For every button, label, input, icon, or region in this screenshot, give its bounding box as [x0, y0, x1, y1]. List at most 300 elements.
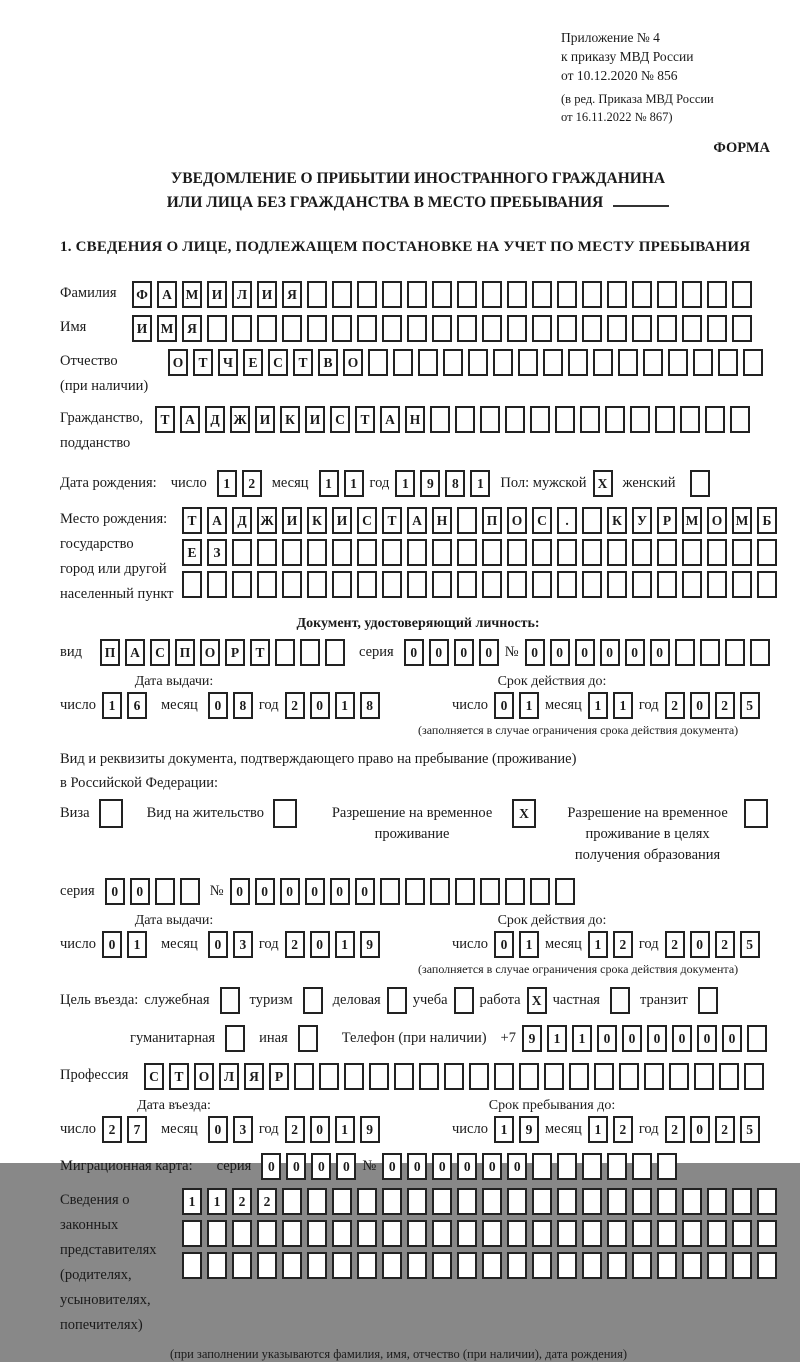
char-cell[interactable]: 2 — [613, 1116, 633, 1143]
id-expiry-day-cells[interactable] — [494, 692, 539, 719]
char-cell[interactable] — [530, 878, 550, 905]
char-cell[interactable] — [207, 1252, 227, 1279]
char-cell[interactable]: И — [255, 406, 275, 433]
sex-female-checkbox[interactable] — [690, 470, 710, 497]
purpose-transit-checkbox[interactable] — [698, 987, 718, 1014]
char-cell[interactable]: 0 — [722, 1025, 742, 1052]
char-cell[interactable] — [307, 315, 327, 342]
char-cell[interactable]: Л — [219, 1063, 239, 1090]
char-cell[interactable] — [532, 1153, 552, 1180]
char-cell[interactable]: 6 — [127, 692, 147, 719]
char-cell[interactable]: 1 — [207, 1188, 227, 1215]
migration-number-cells[interactable] — [382, 1153, 677, 1180]
char-cell[interactable]: С — [268, 349, 288, 376]
citizenship-cells[interactable] — [155, 406, 750, 433]
char-cell[interactable]: М — [182, 281, 202, 308]
char-cell[interactable] — [282, 539, 302, 566]
char-cell[interactable]: О — [194, 1063, 214, 1090]
char-cell[interactable] — [682, 1220, 702, 1247]
char-cell[interactable]: 0 — [479, 639, 499, 666]
char-cell[interactable] — [407, 539, 427, 566]
char-cell[interactable] — [593, 349, 613, 376]
char-cell[interactable] — [99, 799, 123, 828]
residence-issue-day-cells[interactable] — [102, 931, 147, 958]
id-issue-year-cells[interactable] — [285, 692, 380, 719]
char-cell[interactable]: У — [632, 507, 652, 534]
purpose-other-checkbox[interactable] — [298, 1025, 318, 1052]
char-cell[interactable] — [507, 539, 527, 566]
char-cell[interactable] — [482, 571, 502, 598]
char-cell[interactable] — [180, 878, 200, 905]
char-cell[interactable]: 1 — [395, 470, 415, 497]
char-cell[interactable]: В — [318, 349, 338, 376]
char-cell[interactable]: И — [305, 406, 325, 433]
char-cell[interactable] — [282, 1188, 302, 1215]
char-cell[interactable]: Б — [757, 507, 777, 534]
birth-year-cells[interactable] — [395, 470, 490, 497]
char-cell[interactable] — [482, 1252, 502, 1279]
char-cell[interactable]: 9 — [360, 931, 380, 958]
char-cell[interactable] — [530, 406, 550, 433]
residence-expiry-year-cells[interactable] — [665, 931, 760, 958]
char-cell[interactable] — [368, 349, 388, 376]
char-cell[interactable]: 0 — [208, 931, 228, 958]
char-cell[interactable] — [357, 281, 377, 308]
char-cell[interactable] — [657, 1188, 677, 1215]
char-cell[interactable] — [690, 470, 710, 497]
char-cell[interactable]: А — [125, 639, 145, 666]
char-cell[interactable] — [382, 539, 402, 566]
id-issue-day-cells[interactable] — [102, 692, 147, 719]
char-cell[interactable]: 1 — [588, 931, 608, 958]
char-cell[interactable] — [757, 571, 777, 598]
char-cell[interactable]: Т — [250, 639, 270, 666]
char-cell[interactable]: М — [682, 507, 702, 534]
char-cell[interactable]: С — [532, 507, 552, 534]
char-cell[interactable] — [257, 571, 277, 598]
char-cell[interactable] — [455, 878, 475, 905]
char-cell[interactable] — [432, 281, 452, 308]
char-cell[interactable] — [582, 1188, 602, 1215]
char-cell[interactable]: 1 — [588, 1116, 608, 1143]
char-cell[interactable]: Д — [205, 406, 225, 433]
char-cell[interactable] — [693, 349, 713, 376]
char-cell[interactable] — [282, 571, 302, 598]
char-cell[interactable] — [482, 1188, 502, 1215]
char-cell[interactable]: С — [144, 1063, 164, 1090]
char-cell[interactable] — [220, 987, 240, 1014]
char-cell[interactable] — [325, 639, 345, 666]
char-cell[interactable]: 1 — [335, 692, 355, 719]
char-cell[interactable]: К — [607, 507, 627, 534]
char-cell[interactable]: Т — [355, 406, 375, 433]
char-cell[interactable]: 5 — [740, 1116, 760, 1143]
char-cell[interactable] — [743, 349, 763, 376]
char-cell[interactable] — [332, 315, 352, 342]
char-cell[interactable]: 0 — [690, 931, 710, 958]
char-cell[interactable]: С — [150, 639, 170, 666]
char-cell[interactable]: 1 — [613, 692, 633, 719]
profession-cells[interactable] — [144, 1063, 764, 1090]
char-cell[interactable] — [632, 571, 652, 598]
char-cell[interactable]: 2 — [665, 692, 685, 719]
char-cell[interactable]: О — [507, 507, 527, 534]
char-cell[interactable]: . — [557, 507, 577, 534]
char-cell[interactable] — [657, 315, 677, 342]
char-cell[interactable] — [430, 878, 450, 905]
char-cell[interactable]: 0 — [208, 1116, 228, 1143]
char-cell[interactable] — [669, 1063, 689, 1090]
char-cell[interactable] — [357, 571, 377, 598]
char-cell[interactable]: А — [407, 507, 427, 534]
char-cell[interactable] — [319, 1063, 339, 1090]
char-cell[interactable] — [507, 1252, 527, 1279]
char-cell[interactable] — [232, 315, 252, 342]
char-cell[interactable] — [557, 571, 577, 598]
char-cell[interactable] — [719, 1063, 739, 1090]
patronymic-cells[interactable] — [168, 349, 763, 376]
char-cell[interactable]: 9 — [522, 1025, 542, 1052]
char-cell[interactable] — [682, 281, 702, 308]
char-cell[interactable] — [732, 281, 752, 308]
char-cell[interactable] — [405, 878, 425, 905]
char-cell[interactable] — [682, 539, 702, 566]
legal-rep-row1-cells[interactable] — [182, 1188, 777, 1215]
char-cell[interactable] — [207, 315, 227, 342]
char-cell[interactable] — [369, 1063, 389, 1090]
purpose-business-checkbox[interactable] — [387, 987, 407, 1014]
sex-male-checkbox[interactable] — [593, 470, 613, 497]
char-cell[interactable] — [282, 1220, 302, 1247]
char-cell[interactable] — [707, 571, 727, 598]
char-cell[interactable]: Т — [193, 349, 213, 376]
char-cell[interactable] — [394, 1063, 414, 1090]
char-cell[interactable] — [332, 281, 352, 308]
char-cell[interactable] — [607, 1220, 627, 1247]
char-cell[interactable] — [455, 406, 475, 433]
char-cell[interactable] — [307, 571, 327, 598]
char-cell[interactable] — [725, 639, 745, 666]
residence-number-cells[interactable] — [230, 878, 575, 905]
char-cell[interactable]: 2 — [257, 1188, 277, 1215]
purpose-humanitarian-checkbox[interactable] — [225, 1025, 245, 1052]
char-cell[interactable] — [307, 1188, 327, 1215]
char-cell[interactable]: М — [157, 315, 177, 342]
char-cell[interactable]: 2 — [613, 931, 633, 958]
char-cell[interactable]: Т — [169, 1063, 189, 1090]
char-cell[interactable] — [507, 571, 527, 598]
char-cell[interactable] — [505, 878, 525, 905]
char-cell[interactable]: 1 — [494, 1116, 514, 1143]
char-cell[interactable]: 0 — [650, 639, 670, 666]
char-cell[interactable] — [582, 1153, 602, 1180]
char-cell[interactable] — [344, 1063, 364, 1090]
entry-day-cells[interactable] — [102, 1116, 147, 1143]
char-cell[interactable]: 1 — [519, 931, 539, 958]
char-cell[interactable] — [432, 1220, 452, 1247]
char-cell[interactable]: С — [357, 507, 377, 534]
char-cell[interactable] — [225, 1025, 245, 1052]
char-cell[interactable] — [707, 1252, 727, 1279]
char-cell[interactable] — [443, 349, 463, 376]
phone-cells[interactable] — [522, 1025, 767, 1052]
char-cell[interactable]: 1 — [344, 470, 364, 497]
char-cell[interactable] — [232, 571, 252, 598]
char-cell[interactable]: 2 — [242, 470, 262, 497]
char-cell[interactable]: 0 — [255, 878, 275, 905]
char-cell[interactable]: 9 — [519, 1116, 539, 1143]
char-cell[interactable] — [257, 1252, 277, 1279]
char-cell[interactable] — [257, 315, 277, 342]
purpose-tourism-checkbox[interactable] — [303, 987, 323, 1014]
char-cell[interactable]: 5 — [740, 692, 760, 719]
char-cell[interactable]: 2 — [715, 931, 735, 958]
id-number-cells[interactable] — [525, 639, 770, 666]
char-cell[interactable] — [444, 1063, 464, 1090]
birth-day-cells[interactable] — [217, 470, 262, 497]
char-cell[interactable] — [607, 1188, 627, 1215]
char-cell[interactable]: 1 — [127, 931, 147, 958]
char-cell[interactable] — [568, 349, 588, 376]
char-cell[interactable] — [382, 1252, 402, 1279]
char-cell[interactable] — [482, 315, 502, 342]
temp-residence-checkbox[interactable] — [512, 799, 536, 828]
char-cell[interactable]: П — [175, 639, 195, 666]
char-cell[interactable]: 0 — [305, 878, 325, 905]
surname-cells[interactable] — [132, 281, 752, 308]
char-cell[interactable] — [718, 349, 738, 376]
visa-checkbox[interactable] — [99, 799, 123, 828]
char-cell[interactable]: X — [527, 987, 547, 1014]
char-cell[interactable] — [480, 406, 500, 433]
char-cell[interactable]: И — [207, 281, 227, 308]
char-cell[interactable]: Е — [243, 349, 263, 376]
char-cell[interactable] — [357, 1252, 377, 1279]
char-cell[interactable] — [232, 1220, 252, 1247]
char-cell[interactable] — [307, 281, 327, 308]
char-cell[interactable] — [582, 281, 602, 308]
char-cell[interactable] — [557, 281, 577, 308]
char-cell[interactable] — [750, 639, 770, 666]
char-cell[interactable] — [457, 281, 477, 308]
char-cell[interactable]: 2 — [715, 1116, 735, 1143]
char-cell[interactable]: О — [168, 349, 188, 376]
char-cell[interactable] — [757, 1188, 777, 1215]
char-cell[interactable] — [518, 349, 538, 376]
char-cell[interactable] — [273, 799, 297, 828]
char-cell[interactable]: Ж — [230, 406, 250, 433]
char-cell[interactable] — [407, 1188, 427, 1215]
char-cell[interactable] — [557, 1252, 577, 1279]
char-cell[interactable]: П — [482, 507, 502, 534]
char-cell[interactable]: 0 — [330, 878, 350, 905]
char-cell[interactable]: 1 — [102, 692, 122, 719]
char-cell[interactable]: И — [332, 507, 352, 534]
char-cell[interactable] — [632, 1252, 652, 1279]
char-cell[interactable]: Д — [232, 507, 252, 534]
char-cell[interactable]: Т — [382, 507, 402, 534]
char-cell[interactable]: 8 — [445, 470, 465, 497]
char-cell[interactable] — [457, 1188, 477, 1215]
char-cell[interactable]: 1 — [547, 1025, 567, 1052]
char-cell[interactable] — [732, 1188, 752, 1215]
char-cell[interactable]: О — [343, 349, 363, 376]
char-cell[interactable] — [532, 315, 552, 342]
char-cell[interactable] — [457, 539, 477, 566]
char-cell[interactable] — [582, 539, 602, 566]
char-cell[interactable]: 0 — [429, 639, 449, 666]
char-cell[interactable] — [419, 1063, 439, 1090]
residence-series-cells[interactable] — [105, 878, 200, 905]
char-cell[interactable]: 5 — [740, 931, 760, 958]
char-cell[interactable]: Я — [282, 281, 302, 308]
char-cell[interactable]: 1 — [319, 470, 339, 497]
char-cell[interactable]: 2 — [232, 1188, 252, 1215]
char-cell[interactable] — [407, 1252, 427, 1279]
char-cell[interactable] — [494, 1063, 514, 1090]
char-cell[interactable]: 0 — [310, 931, 330, 958]
char-cell[interactable] — [619, 1063, 639, 1090]
char-cell[interactable] — [275, 639, 295, 666]
char-cell[interactable] — [432, 539, 452, 566]
char-cell[interactable] — [705, 406, 725, 433]
char-cell[interactable] — [707, 315, 727, 342]
migration-series-cells[interactable] — [261, 1153, 356, 1180]
char-cell[interactable] — [207, 1220, 227, 1247]
char-cell[interactable] — [382, 315, 402, 342]
char-cell[interactable]: 0 — [404, 639, 424, 666]
birth-month-cells[interactable] — [319, 470, 364, 497]
char-cell[interactable]: 1 — [470, 470, 490, 497]
char-cell[interactable] — [332, 571, 352, 598]
char-cell[interactable] — [682, 315, 702, 342]
char-cell[interactable] — [332, 1252, 352, 1279]
char-cell[interactable] — [730, 406, 750, 433]
char-cell[interactable] — [357, 1188, 377, 1215]
char-cell[interactable]: 0 — [550, 639, 570, 666]
char-cell[interactable] — [700, 639, 720, 666]
residence-expiry-month-cells[interactable] — [588, 931, 633, 958]
char-cell[interactable]: X — [512, 799, 536, 828]
char-cell[interactable]: 0 — [600, 639, 620, 666]
char-cell[interactable] — [505, 406, 525, 433]
char-cell[interactable] — [507, 315, 527, 342]
char-cell[interactable] — [357, 539, 377, 566]
char-cell[interactable] — [282, 315, 302, 342]
char-cell[interactable] — [607, 281, 627, 308]
char-cell[interactable]: 0 — [230, 878, 250, 905]
stay-month-cells[interactable] — [588, 1116, 633, 1143]
char-cell[interactable]: 2 — [285, 1116, 305, 1143]
char-cell[interactable] — [607, 571, 627, 598]
char-cell[interactable]: 1 — [588, 692, 608, 719]
char-cell[interactable]: 2 — [285, 692, 305, 719]
char-cell[interactable]: С — [330, 406, 350, 433]
char-cell[interactable] — [257, 1220, 277, 1247]
birth-place-row1-cells[interactable] — [182, 507, 777, 534]
char-cell[interactable] — [555, 878, 575, 905]
char-cell[interactable] — [657, 539, 677, 566]
char-cell[interactable] — [757, 1252, 777, 1279]
char-cell[interactable] — [747, 1025, 767, 1052]
char-cell[interactable] — [407, 281, 427, 308]
purpose-study-checkbox[interactable] — [454, 987, 474, 1014]
char-cell[interactable]: Ж — [257, 507, 277, 534]
char-cell[interactable] — [632, 315, 652, 342]
char-cell[interactable]: 2 — [665, 931, 685, 958]
char-cell[interactable] — [557, 539, 577, 566]
char-cell[interactable] — [707, 281, 727, 308]
char-cell[interactable]: 1 — [217, 470, 237, 497]
char-cell[interactable]: Р — [269, 1063, 289, 1090]
char-cell[interactable] — [298, 1025, 318, 1052]
char-cell[interactable] — [387, 987, 407, 1014]
char-cell[interactable] — [632, 1220, 652, 1247]
char-cell[interactable]: 0 — [494, 931, 514, 958]
residence-issue-month-cells[interactable] — [208, 931, 253, 958]
char-cell[interactable] — [303, 987, 323, 1014]
char-cell[interactable]: 0 — [105, 878, 125, 905]
char-cell[interactable] — [582, 507, 602, 534]
char-cell[interactable] — [657, 1153, 677, 1180]
id-series-cells[interactable] — [404, 639, 499, 666]
char-cell[interactable] — [393, 349, 413, 376]
char-cell[interactable] — [357, 315, 377, 342]
stay-day-cells[interactable] — [494, 1116, 539, 1143]
char-cell[interactable]: Р — [225, 639, 245, 666]
char-cell[interactable] — [732, 1252, 752, 1279]
char-cell[interactable]: 0 — [336, 1153, 356, 1180]
char-cell[interactable] — [294, 1063, 314, 1090]
char-cell[interactable]: X — [593, 470, 613, 497]
char-cell[interactable] — [757, 539, 777, 566]
char-cell[interactable]: 1 — [519, 692, 539, 719]
char-cell[interactable] — [569, 1063, 589, 1090]
char-cell[interactable] — [307, 1220, 327, 1247]
legal-rep-row2-cells[interactable] — [182, 1220, 777, 1247]
char-cell[interactable] — [555, 406, 575, 433]
char-cell[interactable] — [457, 571, 477, 598]
char-cell[interactable] — [469, 1063, 489, 1090]
stay-year-cells[interactable] — [665, 1116, 760, 1143]
char-cell[interactable]: Т — [182, 507, 202, 534]
char-cell[interactable] — [732, 539, 752, 566]
char-cell[interactable]: 0 — [482, 1153, 502, 1180]
char-cell[interactable] — [507, 1188, 527, 1215]
char-cell[interactable] — [532, 1188, 552, 1215]
char-cell[interactable]: 0 — [310, 1116, 330, 1143]
char-cell[interactable]: 8 — [360, 692, 380, 719]
char-cell[interactable] — [307, 1252, 327, 1279]
char-cell[interactable] — [707, 1220, 727, 1247]
char-cell[interactable]: 0 — [625, 639, 645, 666]
char-cell[interactable] — [407, 315, 427, 342]
char-cell[interactable]: Я — [182, 315, 202, 342]
char-cell[interactable] — [682, 1252, 702, 1279]
char-cell[interactable] — [582, 1252, 602, 1279]
char-cell[interactable] — [257, 539, 277, 566]
char-cell[interactable]: 1 — [335, 1116, 355, 1143]
residence-permit-checkbox[interactable] — [273, 799, 297, 828]
char-cell[interactable] — [607, 315, 627, 342]
char-cell[interactable]: 0 — [457, 1153, 477, 1180]
char-cell[interactable] — [357, 1220, 377, 1247]
char-cell[interactable] — [232, 539, 252, 566]
char-cell[interactable] — [382, 571, 402, 598]
char-cell[interactable] — [557, 1153, 577, 1180]
char-cell[interactable] — [657, 1252, 677, 1279]
char-cell[interactable]: 1 — [335, 931, 355, 958]
